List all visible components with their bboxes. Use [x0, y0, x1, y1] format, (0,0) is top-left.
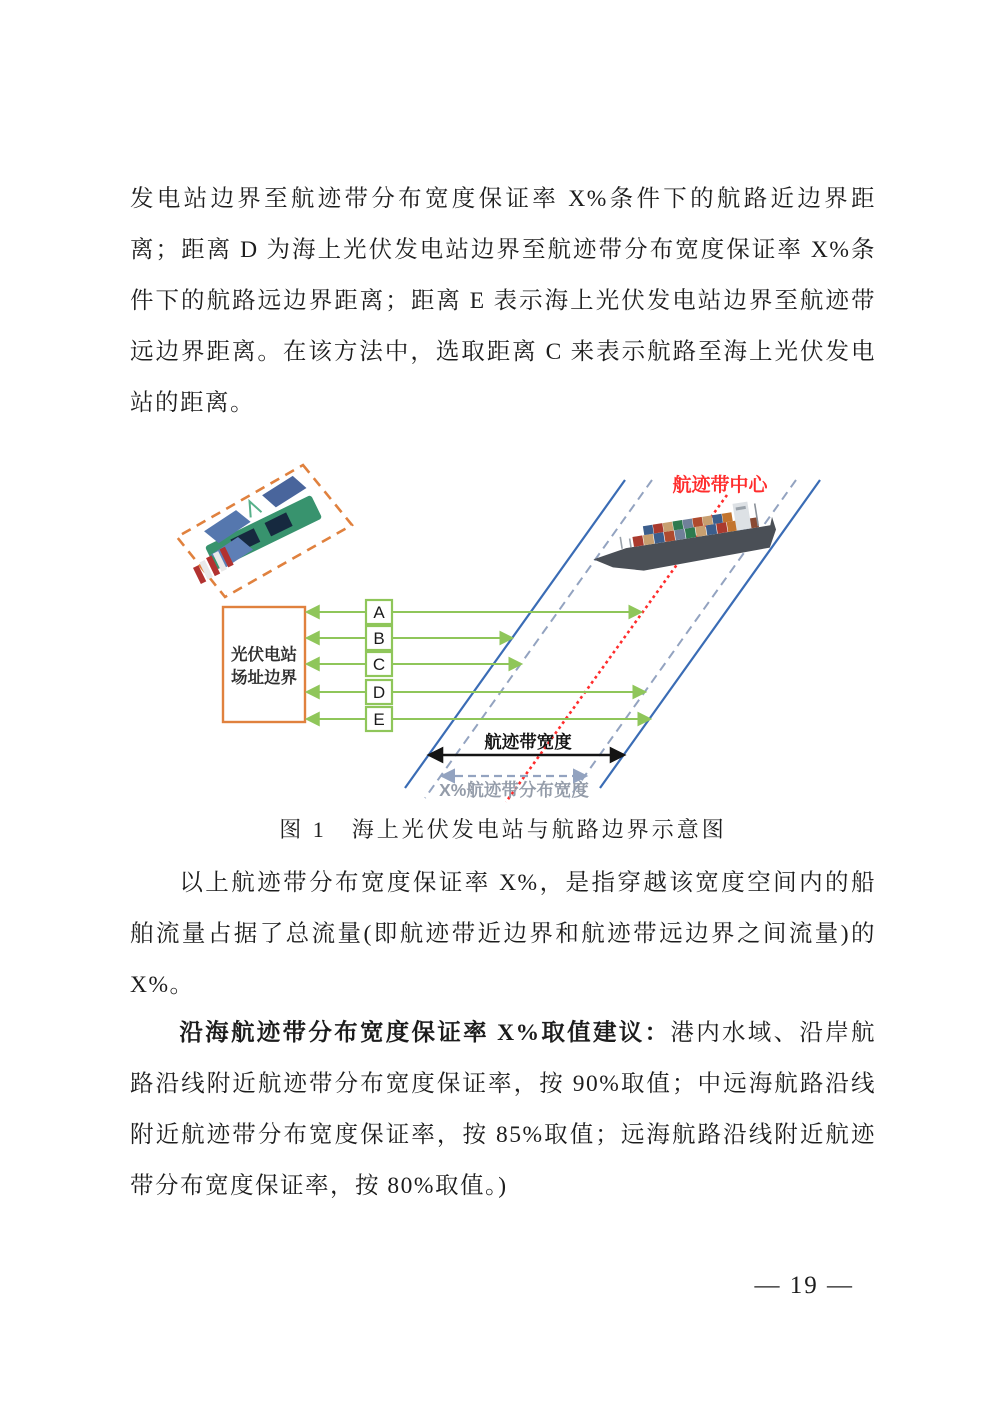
distance-arrow-e: [307, 707, 650, 731]
distance-arrow-d: [307, 680, 645, 704]
figure-1-diagram: [170, 455, 830, 807]
distance-label-c: C: [372, 655, 386, 674]
distance-label-b: B: [373, 629, 385, 648]
track-width-label: 航迹带宽度: [484, 732, 572, 752]
page-number: — 19 —: [754, 1272, 854, 1299]
distance-label-d: D: [372, 683, 386, 702]
pv-platform-illustration: [176, 472, 325, 584]
paragraph-3-rest: 港内水域、沿岸航路沿线附近航迹带分布宽度保证率，按 90%取值；中远海航路沿线附近航迹带分布宽度保证率，按 85%取值；远海航路沿线附近航迹带分布宽度保证率，按 80%取值。): [130, 1020, 876, 1199]
pv-site-label-line1: 光伏电站: [231, 646, 297, 664]
distance-arrow-a: [307, 600, 641, 624]
distance-label-a: A: [373, 603, 385, 622]
body-paragraph-3: [130, 1008, 876, 1212]
distance-label-e: E: [373, 710, 385, 729]
track-center-label: 航迹带中心: [672, 475, 768, 496]
ship-illustration: [588, 498, 779, 578]
figure-canvas: [170, 455, 830, 807]
figure-caption: 图 1 海上光伏发电站与航路边界示意图: [279, 817, 727, 842]
pv-site-boundary-box: [223, 607, 305, 722]
x-width-label: X%航迹带分布宽度: [439, 780, 589, 800]
distance-arrow-b: [307, 626, 512, 650]
body-paragraph-1: 发电站边界至航迹带分布宽度保证率 X%条件下的航路近边界距离；距离 D 为海上光伏发电站边界至航迹带分布宽度保证率 X%条件下的航路远边界距离；距离 E 表示海上光伏发电站边界至航迹带远边界距离。在该方法中，选取距离 C 来表示航路至海上光伏发电站的距离。: [130, 186, 876, 416]
pv-site-label-line2: 场址边界: [231, 669, 297, 687]
body-paragraph-2: 以上航迹带分布宽度保证率 X%，是指穿越该宽度空间内的船舶流量占据了总流量(即航迹带近边界和航迹带远边界之间流量)的 X%。: [130, 870, 876, 998]
paragraph-3-bold-lead: 沿海航迹带分布宽度保证率 X%取值建议：: [179, 1020, 671, 1046]
